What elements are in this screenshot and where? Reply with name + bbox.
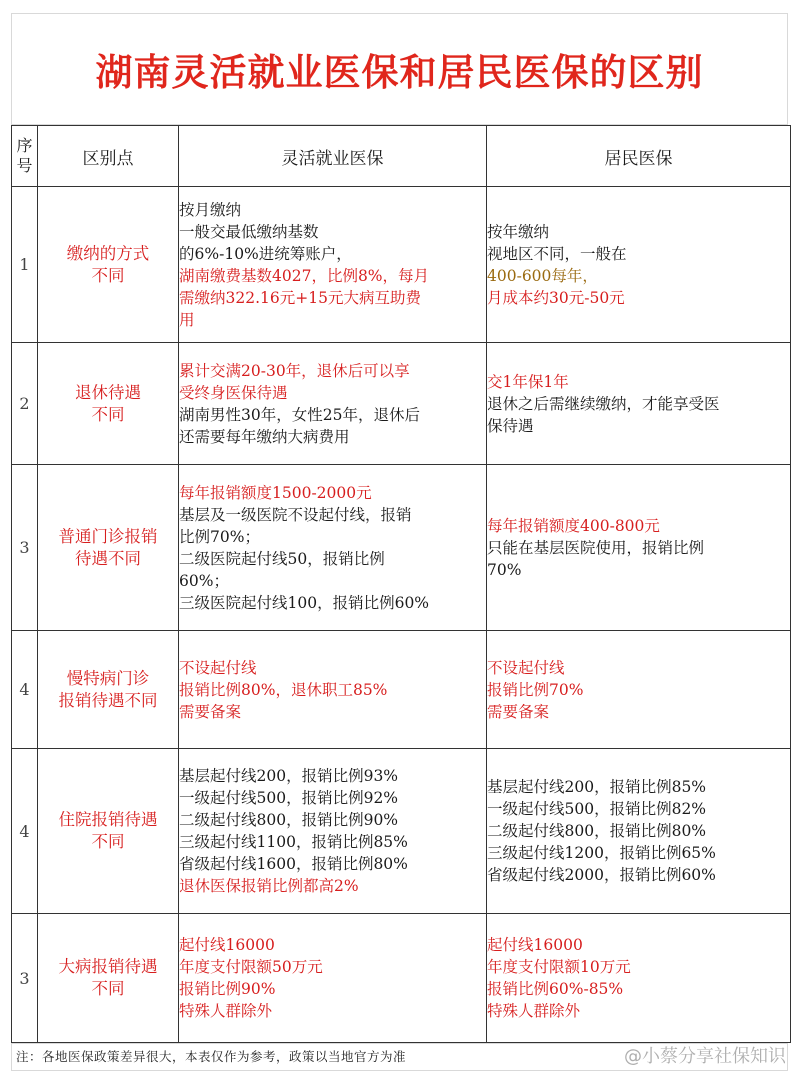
cell-line: 退休医保报销比例都高2%: [179, 877, 359, 895]
point-line: 慢特病门诊: [66, 668, 150, 688]
cell-line: 省级起付线1600，报销比例80%: [179, 855, 408, 873]
cell-line: 交1年保1年: [487, 372, 569, 391]
difference-point: [38, 631, 179, 749]
table-row: [12, 465, 791, 631]
row-number: 4: [12, 749, 38, 914]
cell-line: 二级起付线800，报销比例80%: [487, 822, 707, 840]
cell-line: 起付线16000: [179, 936, 275, 954]
cell-line: 湖南缴费基数4027，比例8%，每月: [179, 266, 430, 285]
cell-line: 按月缴纳: [179, 200, 242, 219]
flexible-employment-cell: [179, 631, 487, 749]
difference-point: [38, 914, 179, 1043]
cell-line: 比例70%；: [179, 527, 260, 546]
point-line: 不同: [91, 832, 125, 851]
cell-line: 月成本约30元-50元: [487, 288, 625, 307]
cell-line: 基层起付线200，报销比例93%: [179, 767, 399, 785]
flexible-employment-cell: [179, 749, 487, 914]
difference-point: [38, 465, 179, 631]
flexible-employment-cell: [179, 187, 487, 343]
cell-line: 二级起付线800，报销比例90%: [179, 811, 399, 829]
cell-line: 年度支付限额50万元: [179, 958, 323, 976]
cell-line: 特殊人群除外: [487, 1002, 581, 1020]
header-row: [12, 126, 791, 187]
cell-line: 年度支付限额10万元: [487, 958, 631, 976]
row-number: 3: [12, 465, 38, 631]
cell-line: 按年缴纳: [487, 222, 550, 241]
cell-line: 一级起付线500，报销比例82%: [487, 800, 707, 818]
cell-line: 三级起付线1100，报销比例85%: [179, 833, 408, 851]
difference-point: [38, 187, 179, 343]
cell-line: 400-600每年，: [487, 266, 598, 285]
cell-line: 基层起付线200，报销比例85%: [487, 778, 707, 796]
cell-line: 三级医院起付线100，报销比例60%: [179, 593, 430, 612]
point-line: 不同: [91, 979, 125, 998]
point-line: 待遇不同: [75, 548, 141, 568]
cell-line: 一级起付线500，报销比例92%: [179, 789, 399, 807]
difference-point: [38, 749, 179, 914]
cell-line: 不设起付线: [179, 658, 257, 677]
table-row: [12, 187, 791, 343]
point-line: 大病报销待遇: [58, 957, 158, 976]
table-row: [12, 343, 791, 465]
cell-line: 报销比例90%: [179, 980, 276, 998]
cell-line: 每年报销额度1500-2000元: [179, 483, 372, 502]
header-no: 序 号: [12, 126, 38, 187]
point-line: 不同: [91, 265, 125, 285]
table-row: [12, 914, 791, 1043]
watermark: @小蔡分享社保知识: [624, 1046, 786, 1067]
cell-line: 基层及一级医院不设起付线，报销: [179, 505, 412, 524]
cell-line: 退休之后需继续缴纳，才能享受医: [487, 394, 720, 413]
cell-line: 的6%-10%进统筹账户，: [179, 244, 352, 263]
cell-line: 二级医院起付线50，报销比例: [179, 549, 385, 568]
cell-line: 用: [179, 310, 195, 329]
resident-insurance-cell: [487, 914, 791, 1043]
resident-insurance-cell: [487, 749, 791, 914]
flexible-employment-cell: [179, 343, 487, 465]
cell-line: 报销比例60%-85%: [487, 980, 624, 998]
table-row: [12, 631, 791, 749]
cell-line: 保待遇: [487, 416, 534, 435]
resident-insurance-cell: [487, 187, 791, 343]
header-point: 区别点: [38, 126, 179, 187]
flexible-employment-cell: [179, 465, 487, 631]
point-line: 住院报销待遇: [58, 810, 158, 829]
page-title: 湖南灵活就业医保和居民医保的区别: [95, 51, 704, 94]
row-number: 3: [12, 914, 38, 1043]
point-line: 不同: [91, 404, 125, 424]
difference-point: [38, 343, 179, 465]
cell-line: 一般交最低缴纳基数: [179, 222, 319, 241]
resident-insurance-cell: [487, 631, 791, 749]
cell-line: 三级起付线1200，报销比例65%: [487, 844, 716, 862]
cell-line: 不设起付线: [487, 658, 565, 677]
point-line: 报销待遇不同: [58, 690, 158, 710]
cell-line: 特殊人群除外: [179, 1002, 273, 1020]
cell-line: 需要备案: [179, 702, 242, 721]
comparison-table: [11, 125, 791, 1043]
row-number: 1: [12, 187, 38, 343]
row-number: 4: [12, 631, 38, 749]
cell-line: 报销比例70%: [487, 680, 584, 699]
cell-line: 起付线16000: [487, 936, 583, 954]
footer-note: 注：各地医保政策差异很大，本表仅作为参考，政策以当地官方为准: [11, 1043, 788, 1071]
cell-line: 只能在基层医院使用，报销比例: [487, 538, 705, 557]
cell-line: 还需要每年缴纳大病费用: [179, 427, 350, 446]
title-box: [11, 13, 788, 125]
cell-line: 视地区不同，一般在: [487, 244, 627, 263]
cell-line: 受终身医保待遇: [179, 383, 288, 402]
resident-insurance-cell: [487, 343, 791, 465]
cell-line: 需缴纳322.16元+15元大病互助费: [179, 288, 421, 307]
header-flex: 灵活就业医保: [179, 126, 487, 187]
cell-line: 报销比例80%，退休职工85%: [179, 680, 388, 699]
cell-line: 湖南男性30年，女性25年，退休后: [179, 405, 420, 424]
cell-line: 70%: [487, 560, 522, 579]
table-row: [12, 749, 791, 914]
cell-line: 累计交满20-30年，退休后可以享: [179, 361, 410, 380]
point-line: 缴纳的方式: [66, 243, 150, 263]
resident-insurance-cell: [487, 465, 791, 631]
point-line: 普通门诊报销: [58, 526, 158, 546]
row-number: 2: [12, 343, 38, 465]
cell-line: 需要备案: [487, 702, 550, 721]
flexible-employment-cell: [179, 914, 487, 1043]
header-resident: 居民医保: [487, 126, 791, 187]
point-line: 退休待遇: [75, 382, 141, 402]
cell-line: 每年报销额度400-800元: [487, 516, 660, 535]
cell-line: 省级起付线2000，报销比例60%: [487, 866, 716, 884]
cell-line: 60%；: [179, 571, 229, 590]
